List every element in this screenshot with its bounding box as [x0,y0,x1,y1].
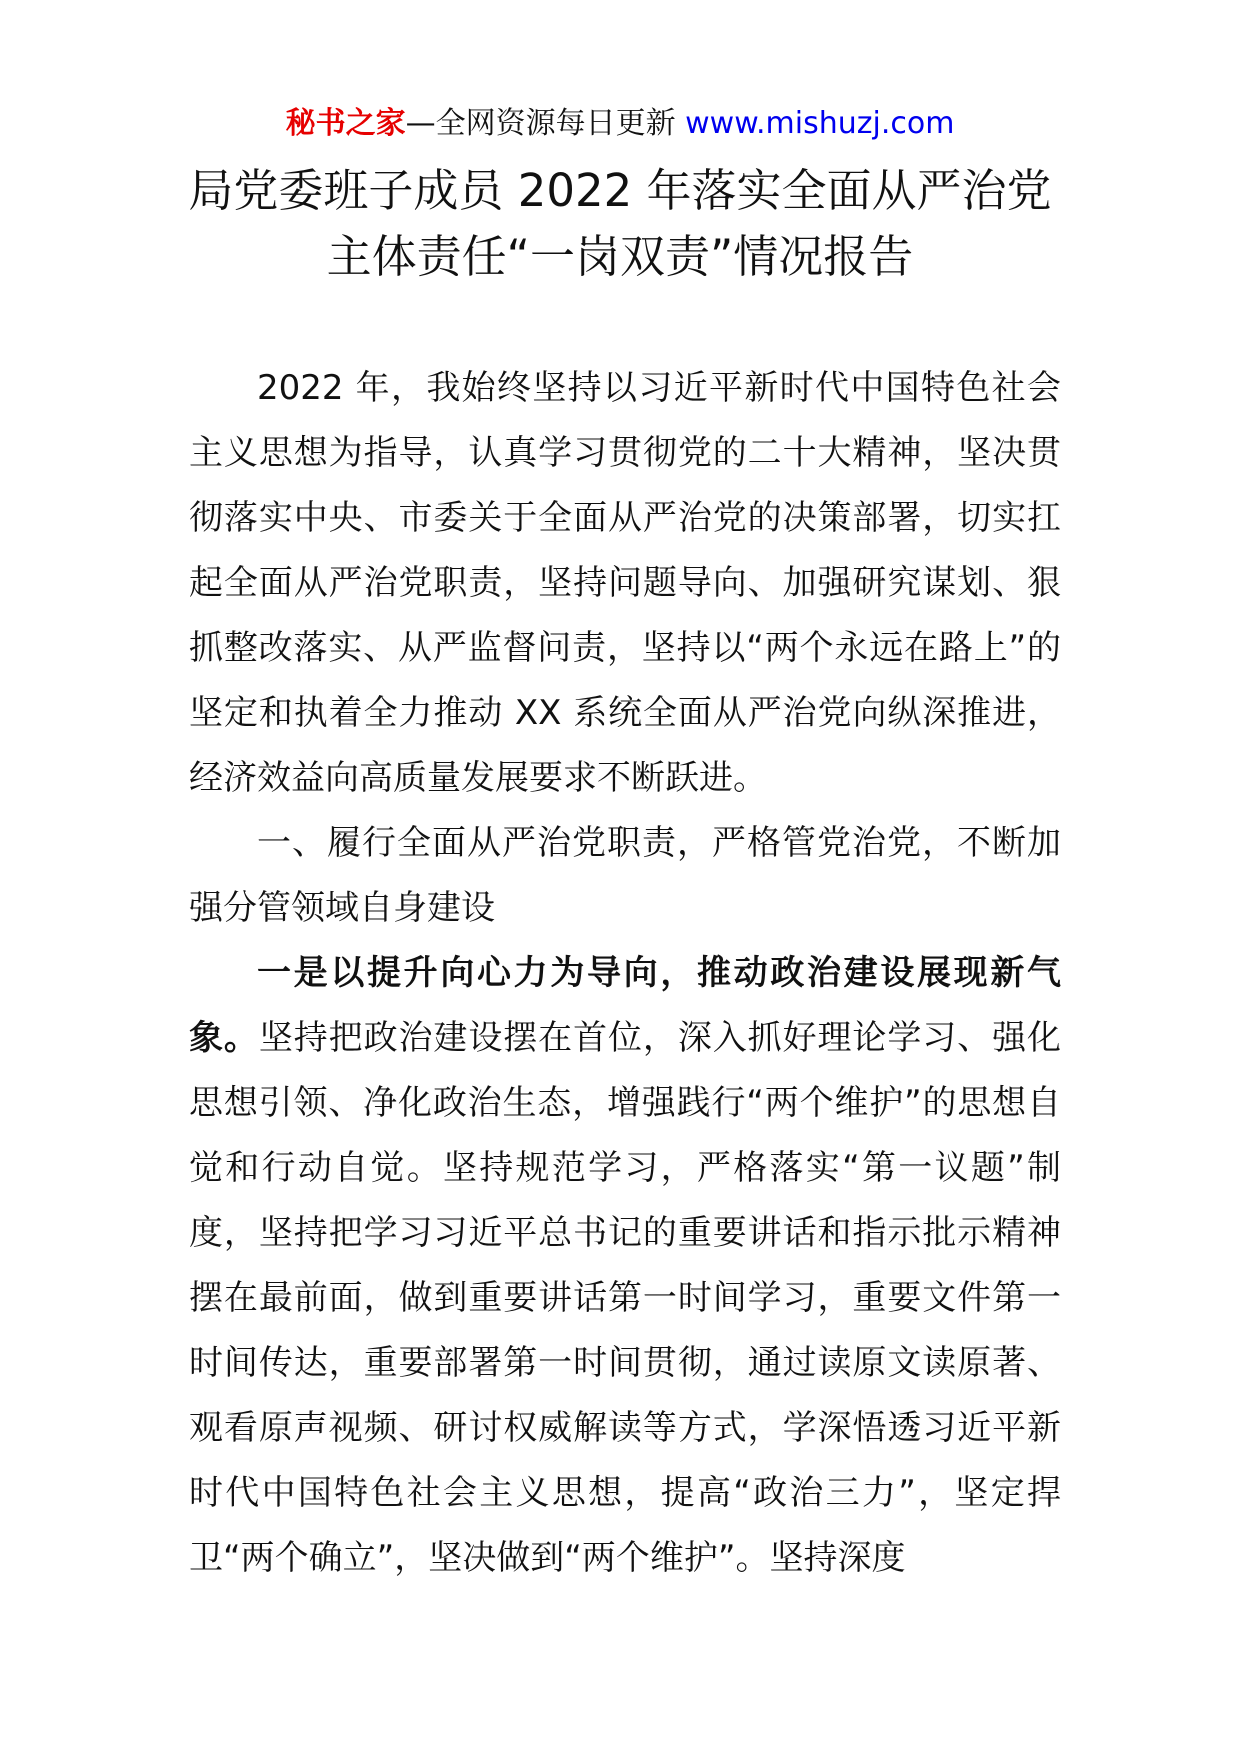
paragraph-point-1 [189,941,1061,1591]
header-tagline: —全网资源每日更新 [405,106,676,141]
site-url-link[interactable]: www.mishuzj.com [685,106,955,141]
point-1-lead: 一是以提升向心力为导向，推动政治建设展现新气象。 [189,953,1061,1058]
point-1-body: 坚持把政治建设摆在首位，深入抓好理论学习、强化思想引领、净化政治生态，增强践行“两个维护”的思想自觉和行动自觉。坚持规范学习，严格落实“第一议题”制度，坚持把学习习近平总书记的重要讲话和指示批示精神摆在最前面，做到重要讲话第一时间学习，重要文件第一时间传达，重要部署第一时间贯彻，通过读原文读原著、观看原声视频、研讨权威解读等方式，学深悟透习近平新时代中国特色社会主义思想，提高“政治三力”，坚定捍卫“两个确立”，坚决做到“两个维护”。坚持深度 [189,1018,1062,1578]
paragraph-intro: 2022 年，我始终坚持以习近平新时代中国特色社会主义思想为指导，认真学习贯彻党的二十大精神，坚决贯彻落实中央、市委关于全面从严治党的决策部署，切实扛起全面从严治党职责，坚持问题导向、加强研究谋划、狠抓整改落实、从严监督问责，坚持以“两个永远在路上”的坚定和执着全力推动 XX 系统全面从严治党向纵深推进，经济效益向高质量发展要求不断跃进。 [189,368,1061,798]
brand-name: 秘书之家 [285,106,406,141]
title-line-1: 局党委班子成员 2022 年落实全面从严治党 [188,164,1052,217]
section-heading-1: 一、履行全面从严治党职责，严格管党治党，不断加强分管领域自身建设 [189,823,1061,928]
document-title [0,158,1240,290]
site-header [0,102,1240,146]
document-body [189,356,1061,1591]
title-line-2: 主体责任“一岗双责”情况报告 [326,230,914,283]
